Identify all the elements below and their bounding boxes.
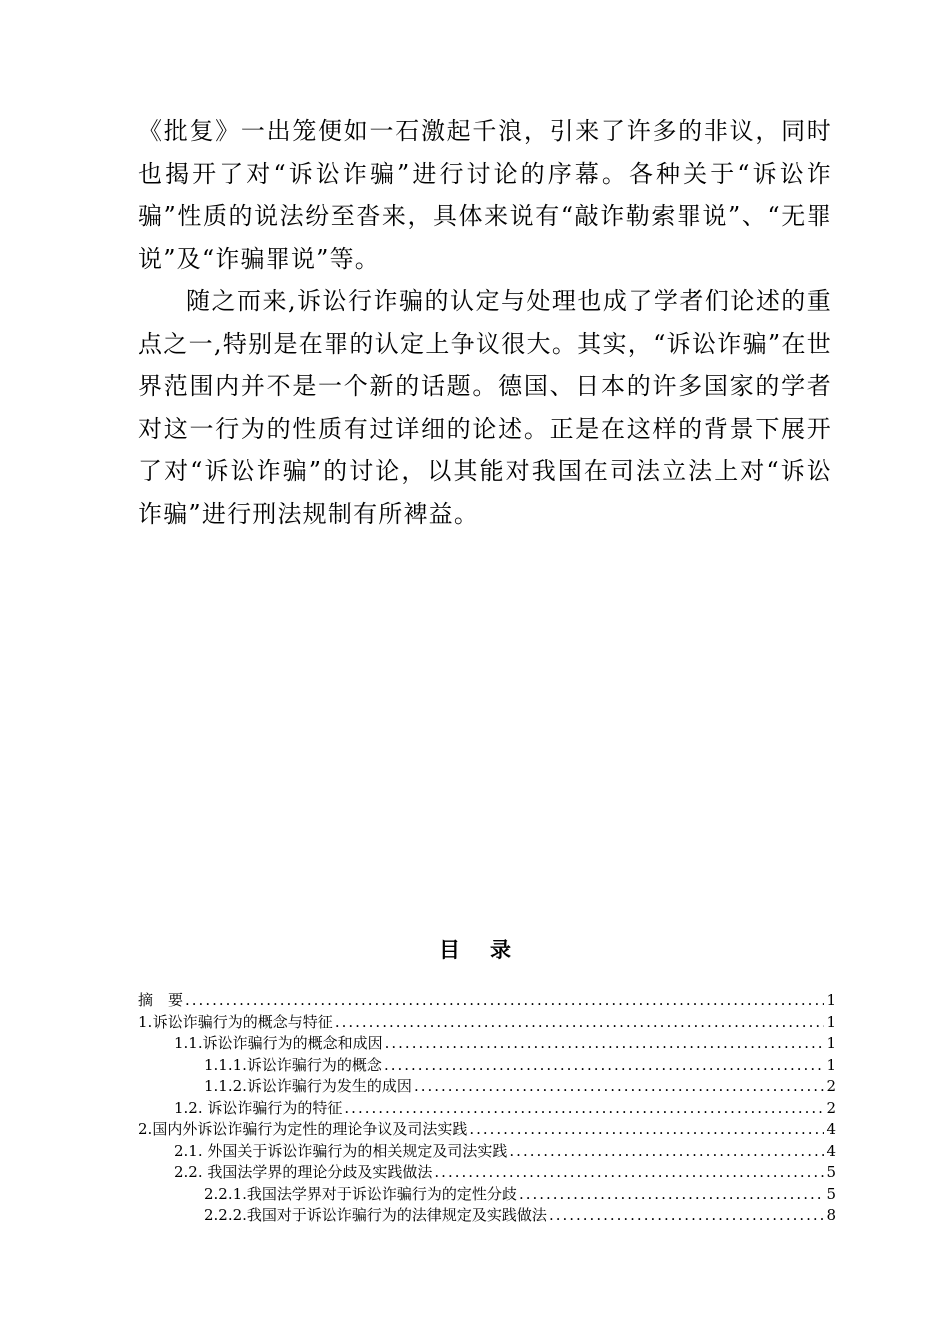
toc-entry-number: 2. (138, 1120, 153, 1138)
toc-entry-text: 1.1.1.诉讼诈骗行为的概念 (204, 1055, 382, 1074)
toc-entry-number: 摘 要 (138, 991, 184, 1009)
toc-entry-text: 1.1.2.诉讼诈骗行为发生的成因 (204, 1077, 412, 1095)
body-text (138, 110, 832, 535)
toc-leader-dots (385, 1034, 825, 1052)
toc-title: 目录 (439, 938, 541, 962)
toc-entry[interactable] (138, 1097, 836, 1119)
toc-entry[interactable] (138, 989, 836, 1011)
toc-entry-text: 1.2. 诉讼诈骗行为的特征 (174, 1098, 343, 1117)
toc-entry-text: 国内外诉讼诈骗行为定性的理论争议及司法实践 (152, 1120, 468, 1138)
toc-entry[interactable] (138, 1183, 836, 1205)
toc-entry[interactable] (138, 1054, 836, 1076)
toc-entry-page: 5 (826, 1184, 836, 1203)
toc-entry-page: 1 (826, 991, 836, 1009)
toc-entry[interactable] (138, 1075, 836, 1097)
toc-leader-dots (509, 1142, 824, 1160)
toc-entry-page: 1 (826, 1034, 836, 1052)
toc-entry-page: 8 (826, 1206, 836, 1224)
toc-entry[interactable] (138, 1118, 836, 1140)
toc-entry-text: 2.2. 我国法学界的理论分歧及实践做法 (174, 1163, 433, 1181)
toc-entry-page: 5 (826, 1163, 836, 1181)
toc-entry[interactable] (138, 1161, 836, 1183)
toc-leader-dots (344, 1099, 824, 1117)
table-of-contents (138, 989, 836, 1226)
toc-leader-dots (519, 1185, 825, 1203)
toc-entry-number: 1. (138, 1012, 153, 1031)
toc-leader-dots (384, 1056, 825, 1074)
toc-entry-page: 4 (826, 1141, 836, 1160)
toc-entry-text: 1.1.诉讼诈骗行为的概念和成因 (174, 1034, 383, 1052)
toc-entry[interactable] (138, 1140, 836, 1162)
toc-entry-text: 2.2.2.我国对于诉讼诈骗行为的法律规定及实践做法 (204, 1206, 547, 1224)
toc-leader-dots (414, 1077, 825, 1095)
toc-entry[interactable] (138, 1011, 836, 1033)
toc-leader-dots (434, 1163, 824, 1181)
paragraph-2: 随之而来,诉讼行诈骗的认定与处理也成了学者们论述的重点之一,特别是在罪的认定上争议很大。其实，“诉讼诈骗”在世界范围内并不是一个新的话题。德国、日本的许多国家的学者对这一行为的性质有过详细的论述。正是在这样的背景下展开了对“诉讼诈骗”的讨论，以其能对我国在司法立法上对“诉讼诈骗”进行刑法规制有所裨益。 (138, 287, 832, 528)
toc-entry-text: 2.1. 外国关于诉讼诈骗行为的相关规定及司法实践 (174, 1141, 508, 1160)
toc-entry-page: 2 (826, 1077, 836, 1095)
paragraph-1: 《批复》一出笼便如一石激起千浪，引来了许多的非议，同时也揭开了对“诉讼诈骗”进行讨论的序幕。各种关于“诉讼诈骗”性质的说法纷至沓来，具体来说有“敲诈勒索罪说”、“无罪说”及“诈骗罪说”等。 (138, 117, 832, 273)
toc-leader-dots (469, 1120, 824, 1138)
toc-entry-page: 1 (826, 1012, 836, 1031)
toc-entry[interactable] (138, 1032, 836, 1054)
toc-leader-dots (335, 1013, 825, 1031)
toc-leader-dots (185, 991, 824, 1009)
toc-entry-text: 2.2.1.我国法学界对于诉讼诈骗行为的定性分歧 (204, 1184, 517, 1203)
toc-entry-page: 2 (826, 1098, 836, 1117)
toc-entry-page: 1 (826, 1055, 836, 1074)
toc-entry-page: 4 (826, 1120, 836, 1138)
toc-entry-text: 诉讼诈骗行为的概念与特征 (152, 1012, 333, 1031)
toc-entry[interactable] (138, 1204, 836, 1226)
toc-leader-dots (549, 1206, 825, 1224)
